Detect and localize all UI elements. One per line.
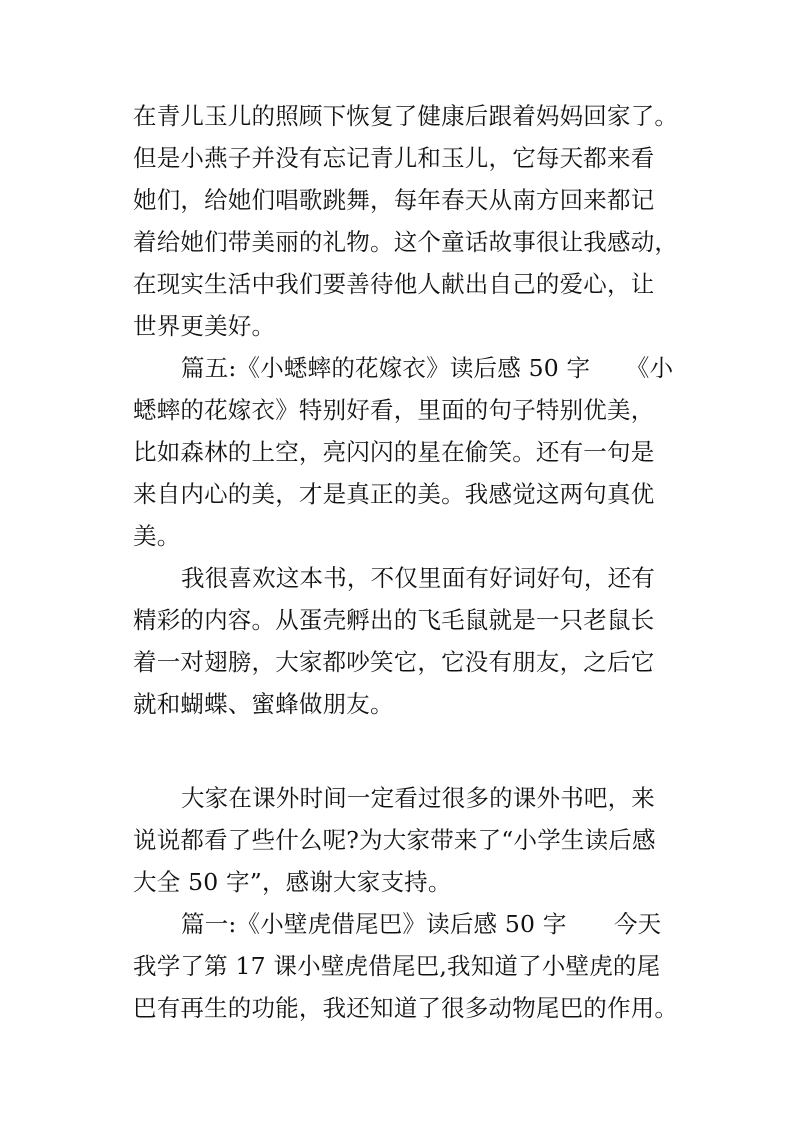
- text-line: 在青儿玉儿的照顾下恢复了健康后跟着妈妈回家了。: [133, 102, 679, 130]
- text-line: 就和蝴蝶、蜜蜂做朋友。: [133, 690, 394, 718]
- paragraph-start-line: 我很喜欢这本书，不仅里面有好词好句，还有: [181, 564, 655, 592]
- text-line: 美。: [133, 522, 181, 550]
- text-line: 她们，给她们唱歌跳舞，每年春天从南方回来都记: [133, 186, 655, 214]
- text-line: 着给她们带美丽的礼物。这个童话故事很让我感动，: [133, 228, 679, 256]
- text-line: 在现实生活中我们要善待他人献出自己的爱心，让: [133, 270, 655, 298]
- text-line: 蟋蟀的花嫁衣》特别好看，里面的句子特别优美，: [133, 396, 655, 424]
- section-heading-line: 篇一:《小壁虎借尾巴》读后感 50 字 今天: [181, 910, 662, 938]
- text-line: 比如森林的上空，亮闪闪的星在偷笑。还有一句是: [133, 438, 655, 466]
- paragraph-start-line: 大家在课外时间一定看过很多的课外书吧，来: [181, 784, 655, 812]
- text-line: 巴有再生的功能，我还知道了很多动物尾巴的作用。: [133, 994, 679, 1022]
- section-heading-line: 篇五:《小蟋蟀的花嫁衣》读后感 50 字 《小: [181, 354, 674, 382]
- text-line: 说说都看了些什么呢?为大家带来了“小学生读后感: [133, 826, 656, 854]
- text-line: 来自内心的美，才是真正的美。我感觉这两句真优: [133, 480, 655, 508]
- text-line: 大全 50 字”，感谢大家支持。: [133, 868, 452, 896]
- text-line: 但是小燕子并没有忘记青儿和玉儿，它每天都来看: [133, 144, 655, 172]
- text-line: 我学了第 17 课小壁虎借尾巴,我知道了小壁虎的尾: [133, 952, 661, 980]
- text-line: 精彩的内容。从蛋壳孵出的飞毛鼠就是一只老鼠长: [133, 606, 655, 634]
- text-line: 着一对翅膀，大家都吵笑它，它没有朋友，之后它: [133, 648, 655, 676]
- text-line: 世界更美好。: [133, 312, 276, 340]
